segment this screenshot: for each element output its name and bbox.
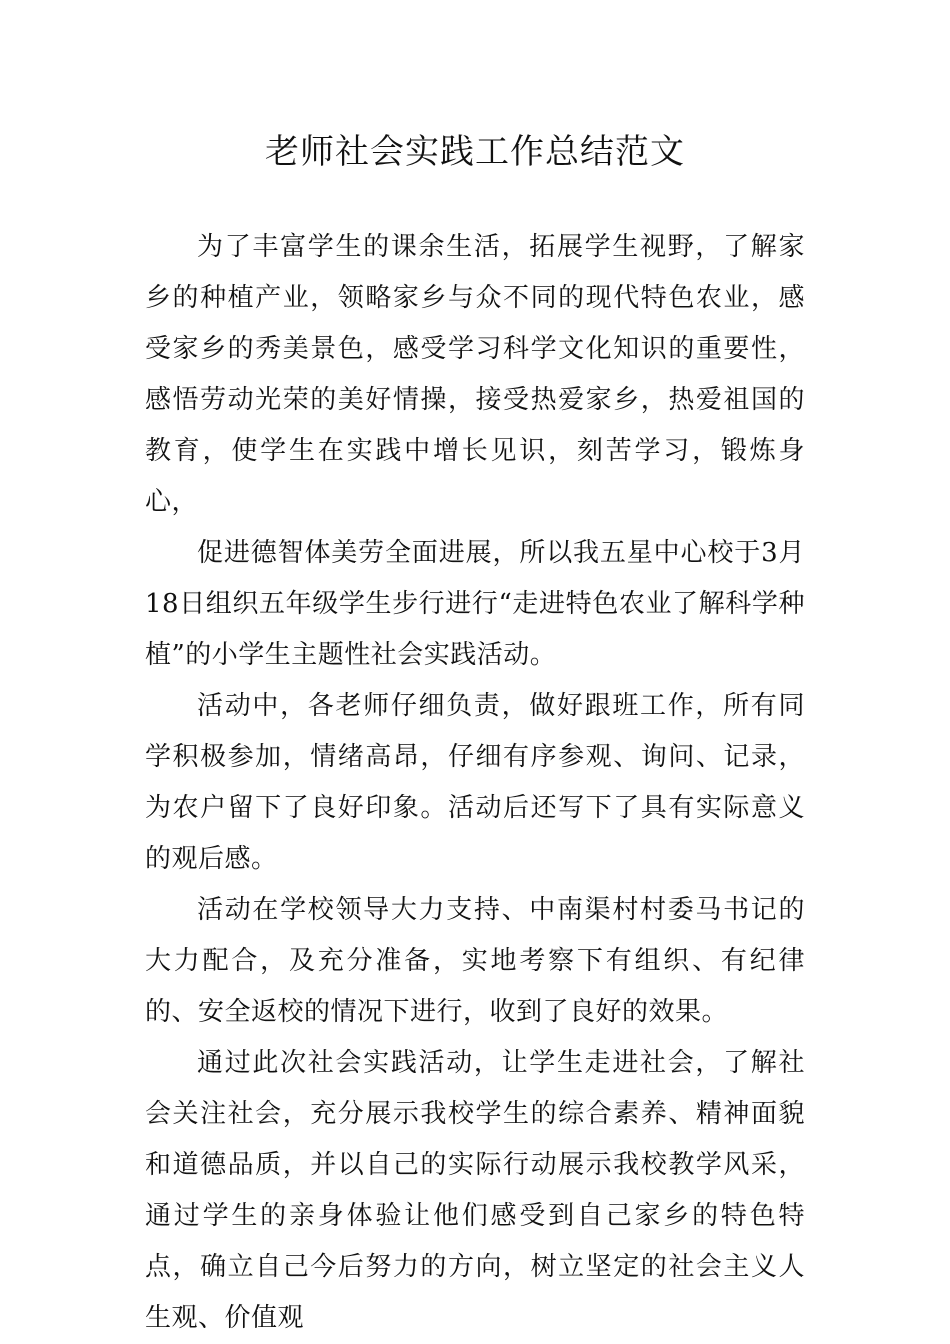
paragraph: 活动中，各老师仔细负责，做好跟班工作，所有同学积极参加，情绪高昂，仔细有序参观、询问、记录，为农户留下了良好印象。活动后还写下了具有实际意义的观后感。 — [145, 691, 805, 874]
document-title: 老师社会实践工作总结范文 — [265, 132, 685, 172]
document-body — [145, 222, 805, 1344]
paragraph: 为了丰富学生的课余生活，拓展学生视野，了解家乡的种植产业，领略家乡与众不同的现代特色农业，感受家乡的秀美景色，感受学习科学文化知识的重要性，感悟劳动光荣的美好情操，接受热爱家乡，热爱祖国的教育，使学生在实践中增长见识，刻苦学习，锻炼身心， — [145, 232, 805, 517]
paragraph: 通过此次社会实践活动，让学生走进社会，了解社会关注社会，充分展示我校学生的综合素养、精神面貌和道德品质，并以自己的实际行动展示我校教学风采，通过学生的亲身体验让他们感受到自己家乡的特色特点，确立自己今后努力的方向，树立坚定的社会主义人生观、价值观 — [145, 1048, 805, 1333]
paragraph: 活动在学校领导大力支持、中南渠村村委马书记的大力配合，及充分准备，实地考察下有组织、有纪律的、安全返校的情况下进行，收到了良好的效果。 — [145, 895, 805, 1027]
paragraph: 促进德智体美劳全面进展，所以我五星中心校于3月18日组织五年级学生步行进行“走进特色农业了解科学种植”的小学生主题性社会实践活动。 — [145, 538, 805, 670]
